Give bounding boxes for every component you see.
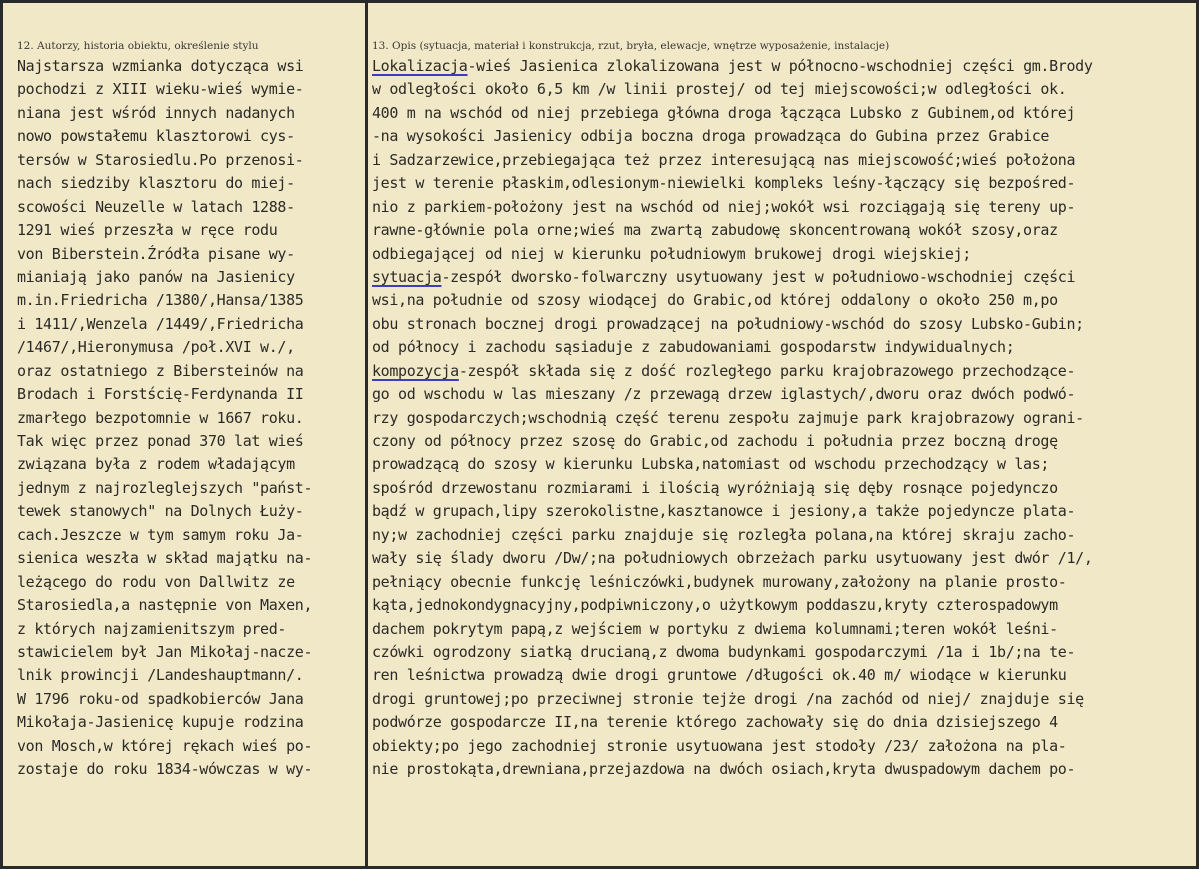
description-line-text: prowadzącą do szosy w kierunku Lubska,natomiast od wschodu przechodzący w las; — [372, 455, 1050, 474]
history-line: scowości Neuzelle w latach 1288- — [17, 197, 295, 216]
history-line: z których najzamienitszym pred- — [17, 619, 287, 638]
description-column — [368, 3, 1196, 866]
history-line: stawicielem był Jan Mikołaj-nacze- — [17, 642, 313, 661]
history-line: /1467/,Hieronymusa /poł.XVI w./, — [17, 338, 295, 357]
description-line-text: drogi gruntowej;po przeciwnej stronie tejże drogi /na zachód od niej/ znajduje się — [372, 689, 1084, 708]
description-line — [368, 219, 1196, 242]
description-line-text: obiekty;po jego zachodniej stronie usytuowana jest stodoły /23/ założona na pla- — [372, 736, 1067, 755]
description-line-text: kąta,jednokondygnacyjny,podpiwniczony,o użytkowym poddaszu,kryty czterospadowym — [372, 596, 1058, 615]
description-line-text: spośród drzewostanu rozmiarami i ilością wyróżniają się dęby rosnące pojedynczo — [372, 478, 1058, 497]
description-line-text: ren leśnictwa prowadzą dwie drogi gruntowe /długości ok.40 m/ wiodące w kierunku — [372, 666, 1067, 685]
description-line — [368, 266, 1196, 289]
description-line — [368, 336, 1196, 359]
description-line — [368, 547, 1196, 570]
history-line: cach.Jeszcze w tym samym roku Ja- — [17, 525, 304, 544]
history-line: m.in.Friedricha /1380/,Hansa/1385 — [17, 291, 304, 310]
history-column — [3, 3, 365, 866]
history-line: niana jest wśród innych nadanych — [17, 103, 295, 122]
description-line-text: wały się ślady dworu /Dw/;na południowych obrzeżach parku usytuowany jest dwór /1/, — [372, 549, 1093, 568]
description-line — [368, 313, 1196, 336]
description-heading: 13. Opis (sytuacja, materiał i konstrukcja, rzut, bryła, elewacje, wnętrze wyposażenie, instalacje) — [372, 40, 890, 52]
description-line — [368, 641, 1196, 664]
description-line — [368, 524, 1196, 547]
description-line-text: go od wschodu w las mieszany /z przewagą drzew iglastych/,dworu oraz dwóch podwó- — [372, 385, 1076, 404]
description-line-text: rawne-głównie pola orne;wieś ma zwartą zabudowę skoncentrowaną wokół szosy,oraz — [372, 221, 1058, 240]
history-line: sienica weszła w skład majątku na- — [17, 549, 313, 568]
description-line-text: podwórze gospodarcze II,na terenie którego zachowały się do dnia dzisiejszego 4 — [372, 713, 1058, 732]
history-line: pochodzi z XIII wieku-wieś wymie- — [17, 80, 304, 99]
history-line: Brodach i Forstścię-Ferdynanda II — [17, 385, 304, 404]
description-line — [368, 453, 1196, 476]
description-line — [368, 383, 1196, 406]
description-line — [368, 78, 1196, 101]
description-line — [368, 196, 1196, 219]
history-line: leżącego do rodu von Dallwitz ze — [17, 572, 295, 591]
history-line: oraz ostatniego z Bibersteinów na — [17, 361, 304, 380]
description-line-text: ny;w zachodniej części parku znajduje się rozległa polana,na której skraju zacho- — [372, 525, 1076, 544]
description-text — [368, 55, 1196, 782]
history-line: zostaje do roku 1834-wówczas w wy- — [17, 760, 313, 779]
history-line: mianiają jako panów na Jasienicy — [17, 267, 295, 286]
description-line-text: pełniący obecnie funkcję leśniczówki,budynek murowany,założony na planie prosto- — [372, 572, 1067, 591]
history-line: i 1411/,Wenzela /1449/,Friedricha — [17, 314, 304, 333]
history-text — [3, 55, 365, 782]
description-line — [368, 172, 1196, 195]
description-line — [368, 594, 1196, 617]
description-line-text: jest w terenie płaskim,odlesionym-niewielki kompleks leśny-łączący się bezpośred- — [372, 174, 1076, 193]
history-line: Mikołaja-Jasienicę kupuje rodzina — [17, 713, 304, 732]
history-line: 1291 wieś przeszła w ręce rodu — [17, 221, 278, 240]
history-line: nowo powstałemu klasztorowi cys- — [17, 127, 295, 146]
history-line: von Biberstein.Źródła pisane wy- — [17, 244, 295, 263]
history-line: nach siedziby klasztoru do miej- — [17, 174, 295, 193]
description-line-text: wsi,na południe od szosy wiodącej do Grabic,od której oddalony o około 250 m,po — [372, 291, 1058, 310]
description-line-text: odbiegającej od niej w kierunku południowym brukowej drogi wiejskiej; — [372, 244, 971, 263]
description-line-text: i Sadzarzewice,przebiegająca też przez interesującą nas miejscowość;wieś położona — [372, 150, 1076, 169]
description-line-text: czony od północy przez szosę do Grabic,od zachodu i południa przez boczną drogę — [372, 432, 1058, 450]
description-line — [368, 664, 1196, 687]
description-line — [368, 735, 1196, 758]
description-line-text: -na wysokości Jasienicy odbija boczna droga prowadząca do Gubina przez Grabice — [372, 127, 1050, 146]
description-line-text: nie prostokąta,drewniana,przejazdowa na dwóch osiach,kryta dwuspadowym dachem po- — [372, 760, 1076, 779]
history-line: von Mosch,w której rękach wieś po- — [17, 736, 313, 755]
description-line-text: od północy i zachodu sąsiaduje z zabudowaniami gospodarstw indywidualnych; — [372, 338, 1015, 357]
history-line: W 1796 roku-od spadkobierców Jana — [17, 689, 304, 708]
description-line — [368, 102, 1196, 125]
description-line — [368, 407, 1196, 430]
description-line — [368, 688, 1196, 711]
description-line — [368, 500, 1196, 523]
history-line: Tak więc przez ponad 370 lat wieś — [17, 432, 304, 450]
description-line-text: bądź w grupach,lipy szerokolistne,kasztanowce i jesiony,a także pojedyncze plata- — [372, 502, 1076, 521]
description-line — [368, 360, 1196, 383]
history-line: tersów w Starosiedlu.Po przenosi- — [17, 150, 304, 169]
description-line-text: obu stronach bocznej drogi prowadzącej na południowy-wschód do szosy Lubsko-Gubin; — [372, 314, 1084, 333]
history-heading: 12. Autorzy, historia obiektu, określenie stylu — [17, 40, 259, 52]
description-line — [368, 243, 1196, 266]
description-line — [368, 571, 1196, 594]
section-label: Lokalizacja — [372, 57, 468, 75]
description-line — [368, 758, 1196, 781]
description-line — [368, 430, 1196, 453]
description-line — [368, 149, 1196, 172]
description-line-text: -wieś Jasienica zlokalizowana jest w północno-wschodniej części gm.Brody — [467, 57, 1093, 75]
section-label: sytuacja — [372, 267, 442, 286]
history-line: zmarłego bezpotomnie w 1667 roku. — [17, 408, 304, 427]
description-line — [368, 477, 1196, 500]
history-line: Najstarsza wzmianka dotycząca wsi — [17, 57, 304, 75]
history-line: lnik prowincji /Landeshauptmann/. — [17, 666, 304, 685]
history-line: związana była z rodem władającym — [17, 455, 295, 474]
description-line — [368, 289, 1196, 312]
description-line-text: dachem pokrytym papą,z wejściem w portyku z dwiema kolumnami;teren wokół leśni- — [372, 619, 1058, 638]
description-line-text: czówki ogrodzony siatką drucianą,z dwoma budynkami gospodarczymi /1a i 1b/;na te- — [372, 642, 1076, 661]
description-line — [368, 711, 1196, 734]
history-line: tewek stanowych" na Dolnych Łuży- — [17, 502, 304, 521]
section-label: kompozycja — [372, 361, 459, 380]
description-line-text: nio z parkiem-położony jest na wschód od niej;wokół wsi rozciągają się tereny up- — [372, 197, 1076, 216]
description-line-text: -zespół dworsko-folwarczny usytuowany jest w południowo-wschodniej części — [441, 267, 1076, 286]
history-line: jednym z najrozleglejszych "państ- — [17, 478, 313, 497]
description-line — [368, 125, 1196, 148]
description-line-text: w odległości około 6,5 km /w linii prostej/ od tej miejscowości;w odległości ok. — [372, 80, 1067, 99]
description-line-text: -zespół składa się z dość rozległego parku krajobrazowego przechodzące- — [458, 361, 1076, 380]
description-line-text: 400 m na wschód od niej przebiega główna droga łącząca Lubsko z Gubinem,od której — [372, 103, 1076, 122]
description-line — [368, 55, 1196, 78]
description-line — [368, 618, 1196, 641]
description-line-text: rzy gospodarczych;wschodnią część terenu zespołu zajmuje park krajobrazowy ograni- — [372, 408, 1084, 427]
history-line: Starosiedla,a następnie von Maxen, — [17, 596, 313, 615]
